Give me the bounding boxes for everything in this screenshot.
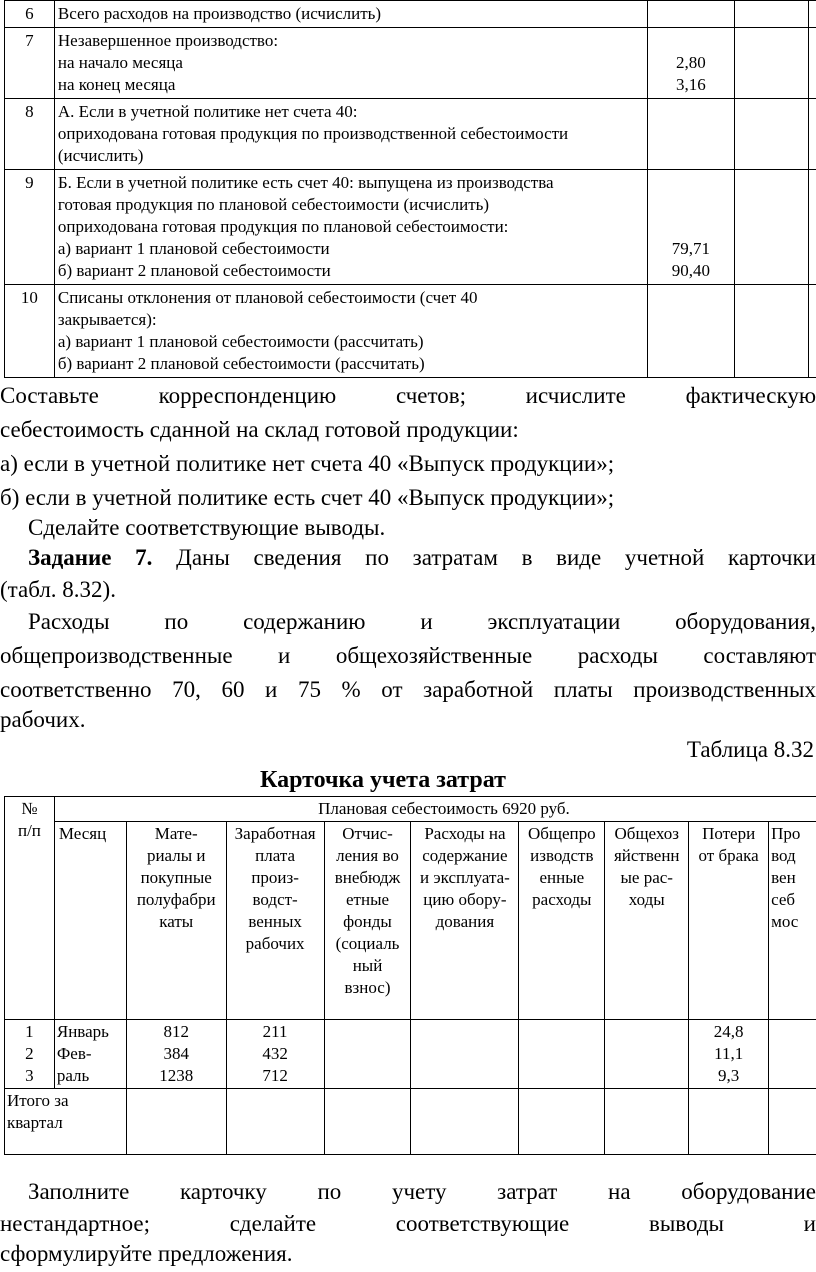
cost-card-table	[4, 796, 816, 1155]
row-number-line	[5, 194, 54, 216]
num-header-line: п/п	[17, 821, 41, 840]
column-header-line: вен	[771, 868, 796, 887]
row-description	[54, 170, 647, 285]
row-number-line	[5, 238, 54, 260]
row-number-line	[5, 216, 54, 238]
row-number-line	[5, 52, 54, 74]
row-description	[54, 1, 647, 28]
column-header	[769, 822, 816, 1020]
row-description	[54, 28, 647, 99]
row-number-line: 7	[25, 31, 34, 50]
row-value	[647, 28, 735, 99]
row-value-line: 90,40	[671, 261, 711, 280]
row-number-line	[5, 309, 54, 331]
column-header-line: Месяц	[58, 824, 107, 843]
task-7-line: (табл. 8.32).	[0, 577, 116, 602]
wages-cell-line: 432	[262, 1044, 288, 1063]
empty-cell	[519, 1020, 605, 1089]
month-cell-line: раль	[56, 1066, 90, 1085]
column-header-line: полуфабри	[136, 890, 216, 909]
column-header-line: и эксплуата-	[420, 868, 510, 887]
row-description-line: Б. Если в учетной политике есть счет 40: выпущена из производства	[57, 173, 554, 192]
column-header-line: Про	[771, 824, 801, 843]
row-description-line: (исчислить)	[57, 146, 144, 165]
row-value-line	[648, 30, 735, 52]
row-numbers-line: 2	[25, 1044, 34, 1063]
empty-cell	[605, 1020, 689, 1089]
table-row	[5, 99, 816, 170]
empty-cell	[809, 170, 816, 285]
empty-cell	[769, 1089, 816, 1155]
month-cell-line: Фев-	[56, 1044, 92, 1063]
row-value-line	[648, 123, 735, 145]
instruction-line: а) если в учетной политике нет счета 40 «Выпуск продукции»;	[0, 451, 615, 476]
row-description-line: Всего расходов на производство (исчислить)	[57, 4, 382, 23]
row-value-line: 79,71	[671, 239, 711, 258]
row-numbers-line: 1	[25, 1022, 34, 1041]
table-row	[5, 1, 816, 28]
expense-note-line: соответственно 70, 60 и 75 % от заработной платы производственных	[0, 677, 816, 702]
column-header-line: взнос)	[344, 978, 391, 997]
row-description-line: А. Если в учетной политике нет счета 40:	[57, 102, 358, 121]
wages-cell-line: 211	[262, 1022, 288, 1041]
column-header-line: расходы	[532, 890, 592, 909]
column-header-line: внебюдж	[334, 868, 401, 887]
table-row	[5, 28, 816, 99]
column-header-line: содержание	[422, 846, 508, 865]
materials-cell	[126, 1020, 226, 1089]
empty-cell	[769, 1020, 816, 1089]
row-number	[5, 1, 55, 28]
empty-cell	[324, 1089, 411, 1155]
row-description	[54, 285, 647, 378]
row-number	[5, 170, 55, 285]
empty-cell	[809, 1, 816, 28]
instruction-line: Составьте корреспонденцию счетов; исчислите фактическую	[0, 383, 816, 408]
row-description-line: оприходована готовая продукция по плановой себестоимости:	[57, 217, 509, 236]
row-number-line	[5, 74, 54, 96]
month-cell-line: Январь	[56, 1022, 109, 1041]
row-value-line	[648, 287, 735, 309]
final-instruction-line: Заполните карточку по учету затрат на оборудование	[28, 1179, 816, 1204]
row-value-line	[648, 353, 735, 375]
num-header	[5, 797, 55, 1020]
row-description-line: на начало месяца	[57, 53, 183, 72]
row-value-line: 2,80	[676, 53, 706, 72]
row-number-line: 10	[20, 288, 38, 307]
row-description-line: б) вариант 2 плановой себестоимости (рассчитать)	[57, 354, 425, 373]
row-value-line: 3,16	[676, 75, 706, 94]
column-header-line: ходы	[628, 890, 665, 909]
row-number-line	[5, 260, 54, 282]
column-header-line: водст-	[252, 890, 298, 909]
column-header-line: яйственн	[613, 846, 680, 865]
row-value	[647, 99, 735, 170]
column-header	[689, 822, 769, 1020]
losses-cell	[689, 1020, 769, 1089]
column-header-line: фонды	[343, 912, 392, 931]
table-row	[5, 170, 816, 285]
column-header	[226, 822, 324, 1020]
column-header	[605, 822, 689, 1020]
column-header	[519, 822, 605, 1020]
column-header-line: себ	[771, 890, 796, 909]
empty-cell	[519, 1089, 605, 1155]
empty-cell	[735, 170, 809, 285]
empty-cell	[809, 28, 816, 99]
column-header-line: от брака	[698, 846, 759, 865]
column-header	[54, 822, 126, 1020]
column-header-line: мос	[771, 912, 799, 931]
row-value	[647, 1, 735, 28]
losses-cell-line: 9,3	[718, 1066, 740, 1085]
row-description-line: Незавершенное производство:	[57, 31, 279, 50]
row-value-line	[648, 309, 735, 331]
column-header-line: рабочих	[245, 934, 305, 953]
materials-cell-line: 812	[163, 1022, 189, 1041]
empty-cell	[126, 1089, 226, 1155]
row-value-line	[648, 101, 735, 123]
column-header-line: каты	[159, 912, 194, 931]
column-header-line: покупные	[140, 868, 212, 887]
table-row	[5, 285, 816, 378]
row-description-line: б) вариант 2 плановой себестоимости	[57, 261, 331, 280]
row-number	[5, 28, 55, 99]
row-description	[54, 99, 647, 170]
row-description-line: готовая продукция по плановой себестоимости (исчислить)	[57, 195, 490, 214]
row-description-line: оприходована готовая продукция по производственной себестоимости	[57, 124, 569, 143]
column-header-line: изводств	[530, 846, 594, 865]
wages-cell-line: 712	[262, 1066, 288, 1085]
row-value-line	[648, 216, 735, 238]
total-label-line: квартал	[7, 1113, 63, 1132]
column-header-line: Заработная	[234, 824, 316, 843]
column-header-line: Мате-	[154, 824, 198, 843]
production-cost-table	[4, 0, 816, 378]
plan-cost-header: Плановая себестоимость 6920 руб.	[54, 797, 816, 822]
table-title: Карточка учета затрат	[260, 767, 506, 793]
row-description-line: на конец месяца	[57, 75, 176, 94]
empty-cell	[605, 1089, 689, 1155]
total-label-line: Итого за	[7, 1091, 69, 1110]
column-header-line: Отчис-	[342, 824, 393, 843]
row-number-line	[5, 145, 54, 167]
column-header-line: Потери	[702, 824, 756, 843]
row-numbers	[5, 1020, 55, 1089]
column-header-line: риалы и	[146, 846, 206, 865]
instruction-line: б) если в учетной политике есть счет 40 «Выпуск продукции»;	[0, 485, 615, 510]
row-number-line: 9	[25, 173, 34, 192]
column-header	[411, 822, 519, 1020]
expense-note-line: общепроизводственные и общехозяйственные расходы составляют	[0, 643, 816, 668]
row-value	[647, 285, 735, 378]
row-number-line: 8	[25, 102, 34, 121]
column-header-line: плата	[255, 846, 296, 865]
column-header-line: дования	[435, 912, 495, 931]
column-header-line: етные	[346, 890, 390, 909]
empty-cell	[689, 1089, 769, 1155]
empty-cell	[735, 28, 809, 99]
column-header-line: Общепро	[527, 824, 596, 843]
instruction-line: Сделайте соответствующие выводы.	[28, 515, 386, 540]
row-number-line	[5, 353, 54, 375]
column-header	[324, 822, 411, 1020]
column-header-line: (социаль	[335, 934, 400, 953]
row-value-line	[648, 194, 735, 216]
column-header-line: вод	[771, 846, 796, 865]
empty-cell	[735, 99, 809, 170]
empty-cell	[226, 1089, 324, 1155]
column-header-line: цию обору-	[423, 890, 507, 909]
row-number-line: 6	[25, 4, 34, 23]
column-header-line: венных	[248, 912, 302, 931]
row-description-line: закрывается):	[57, 310, 157, 329]
row-value-line	[648, 3, 735, 25]
column-header-line: енные	[539, 868, 585, 887]
total-label	[5, 1089, 127, 1155]
materials-cell-line: 384	[163, 1044, 189, 1063]
row-description-line: а) вариант 1 плановой себестоимости	[57, 239, 330, 258]
empty-cell	[735, 1, 809, 28]
instruction-line: себестоимость сданной на склад готовой продукции:	[0, 417, 519, 442]
column-header	[126, 822, 226, 1020]
row-value-line	[648, 172, 735, 194]
wages-cell	[226, 1020, 324, 1089]
row-number-line	[5, 123, 54, 145]
row-number	[5, 285, 55, 378]
empty-cell	[411, 1020, 519, 1089]
empty-cell	[324, 1020, 411, 1089]
row-value-line	[648, 331, 735, 353]
table-row	[5, 1020, 816, 1089]
row-number-line	[5, 331, 54, 353]
final-instruction-line: сформулируйте предложения.	[0, 1241, 293, 1266]
final-instruction-line: нестандартное; сделайте соответствующие выводы и	[0, 1211, 816, 1236]
column-header-line: Расходы на	[424, 824, 506, 843]
total-row	[5, 1089, 816, 1155]
num-header-line: №	[21, 799, 38, 818]
row-value-line	[648, 145, 735, 167]
expense-note-line: Расходы по содержанию и эксплуатации оборудования,	[28, 609, 816, 634]
column-header-line: Общехоз	[614, 824, 679, 843]
materials-cell-line: 1238	[159, 1066, 194, 1085]
column-header-line: ный	[352, 956, 383, 975]
row-number	[5, 99, 55, 170]
task-label: Задание 7.	[28, 545, 153, 570]
task-text: Даны сведения по затратам в виде учетной карточки	[152, 545, 816, 570]
empty-cell	[809, 285, 816, 378]
empty-cell	[735, 285, 809, 378]
empty-cell	[411, 1089, 519, 1155]
empty-cell	[809, 99, 816, 170]
row-description-line: Списаны отклонения от плановой себестоимости (счет 40	[57, 288, 478, 307]
losses-cell-line: 24,8	[713, 1022, 744, 1041]
table-number-label: Таблица 8.32	[686, 737, 814, 762]
month-cell	[54, 1020, 126, 1089]
column-header-line: ления во	[336, 846, 399, 865]
row-description-line: а) вариант 1 плановой себестоимости (рассчитать)	[57, 332, 424, 351]
column-header-line: ые рас-	[620, 868, 673, 887]
task-7-line	[0, 542, 816, 574]
column-header-line: произ-	[251, 868, 299, 887]
row-value	[647, 170, 735, 285]
expense-note-line: рабочих.	[0, 707, 86, 732]
losses-cell-line: 11,1	[714, 1044, 744, 1063]
row-numbers-line: 3	[25, 1066, 34, 1085]
